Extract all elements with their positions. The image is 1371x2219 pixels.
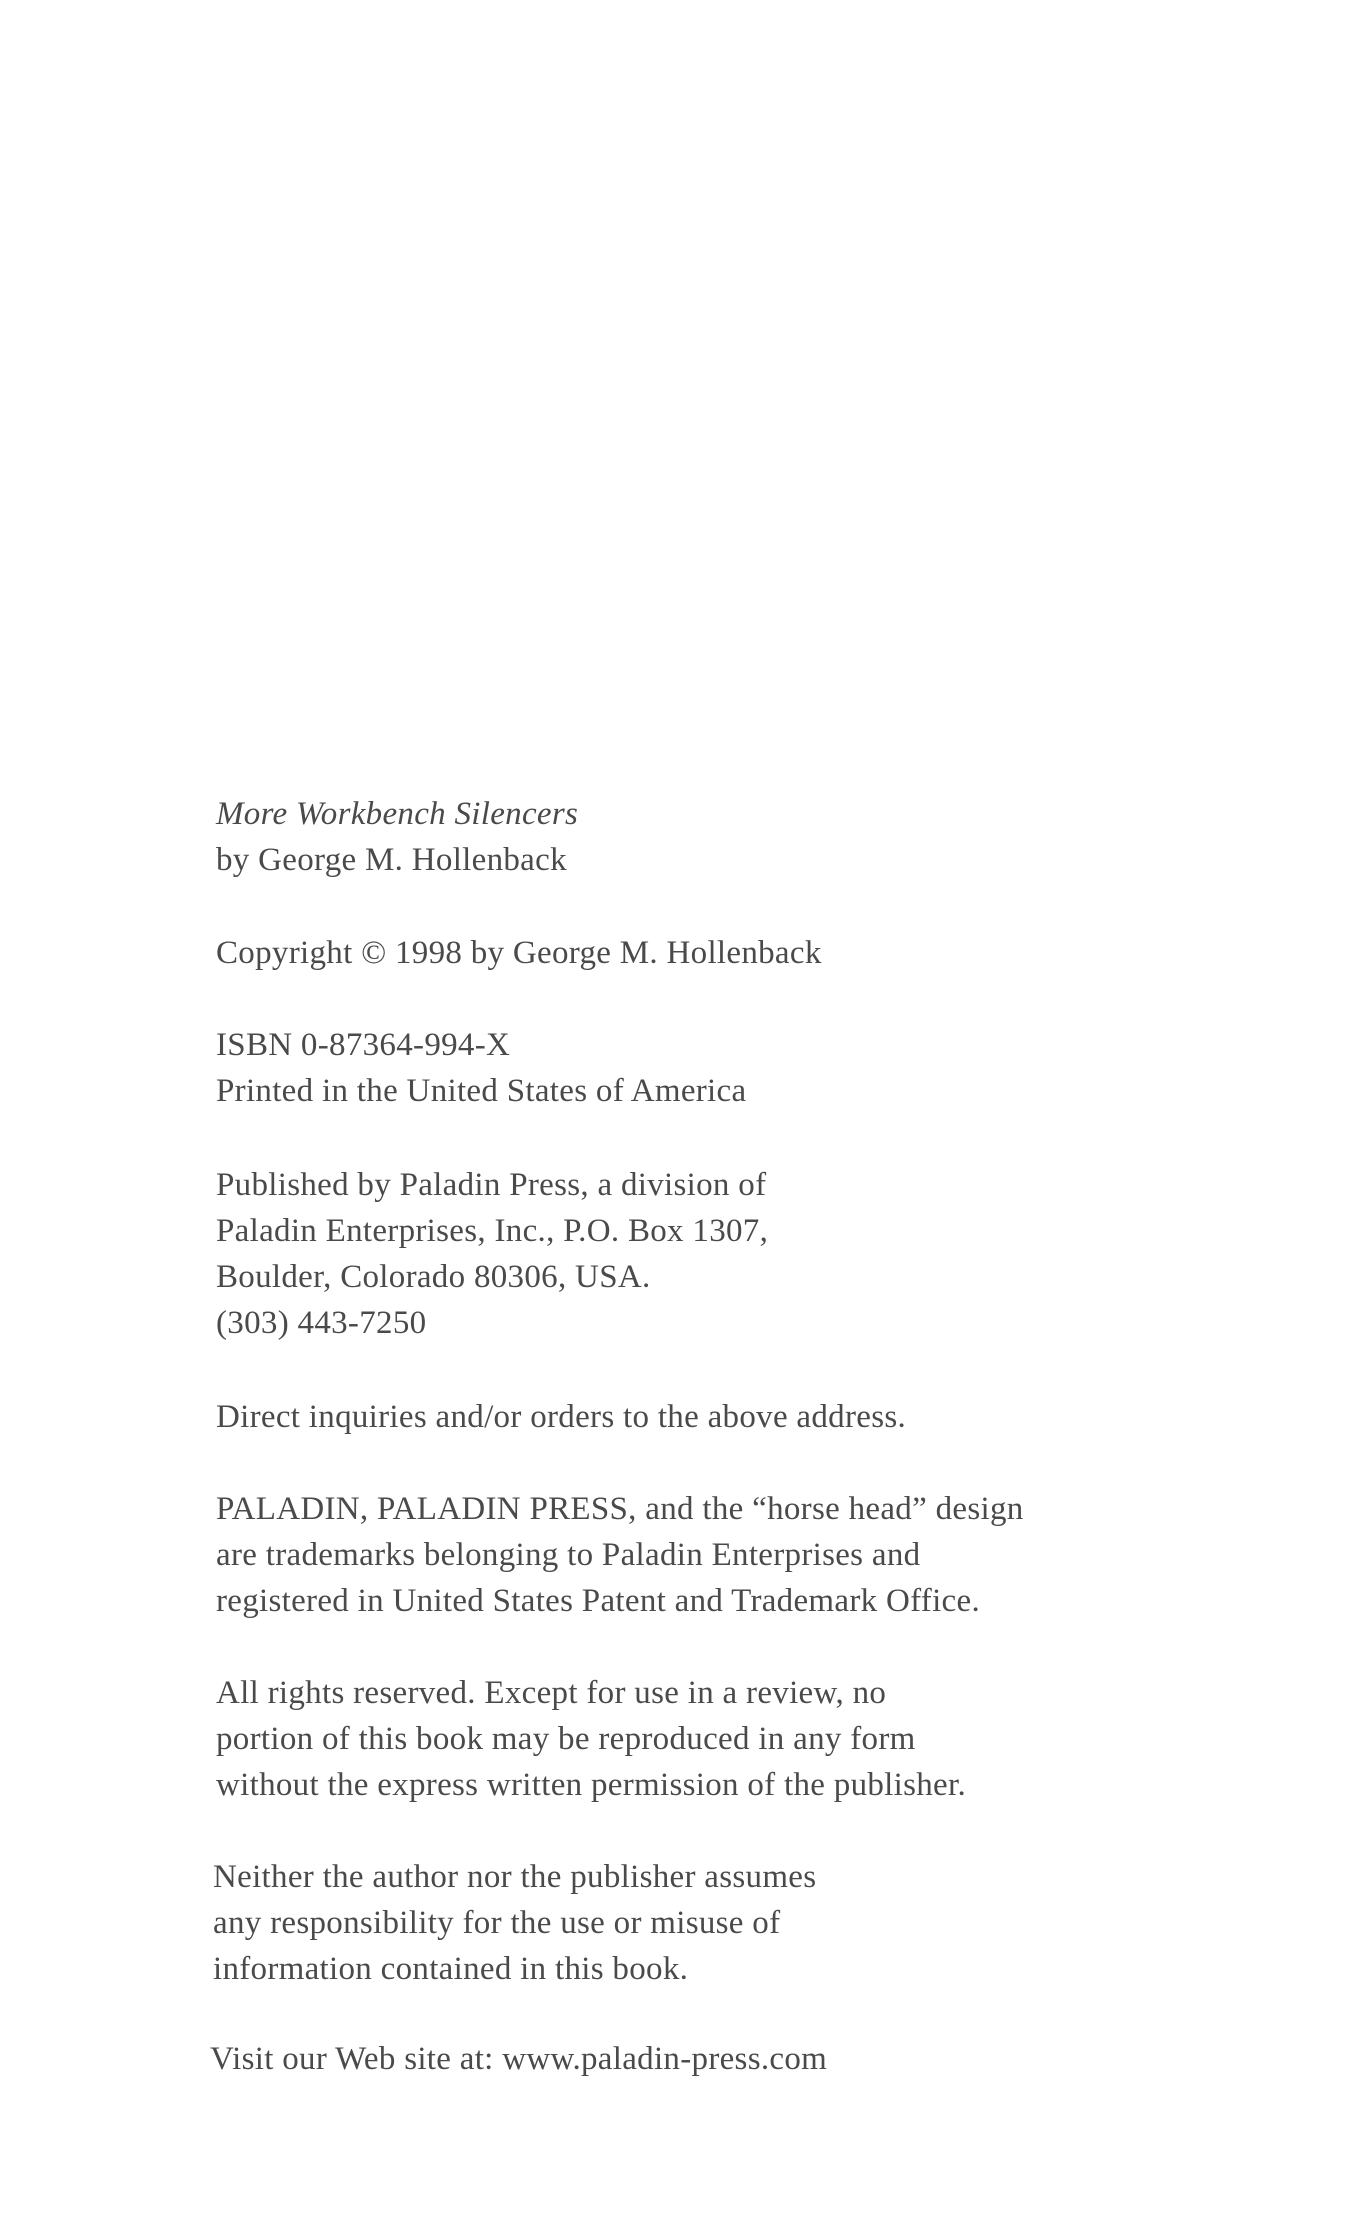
rights-block	[216, 1670, 1216, 1808]
trademark-line: are trademarks belonging to Paladin Enterprises and	[216, 1537, 921, 1573]
publisher-line: Boulder, Colorado 80306, USA.	[216, 1259, 651, 1295]
website-block	[210, 2036, 1210, 2082]
liability-line: any responsibility for the use or misuse of	[213, 1905, 781, 1941]
rights-line: portion of this book may be reproduced in any form	[216, 1721, 916, 1757]
byline: by George M. Hollenback	[216, 842, 567, 878]
trademark-line: PALADIN, PALADIN PRESS, and the “horse head” design	[216, 1491, 1024, 1527]
publisher-block	[216, 1162, 1216, 1346]
publisher-line: Published by Paladin Press, a division of	[216, 1167, 767, 1203]
printed-line: Printed in the United States of America	[216, 1073, 747, 1109]
book-title: More Workbench Silencers	[216, 796, 579, 832]
trademark-block	[216, 1486, 1216, 1624]
website-line: Visit our Web site at: www.paladin-press.com	[210, 2041, 828, 2077]
liability-line: Neither the author nor the publisher assumes	[213, 1859, 817, 1895]
copyright-line: Copyright © 1998 by George M. Hollenback	[216, 935, 822, 971]
copyright-notice	[216, 930, 1216, 976]
trademark-line: registered in United States Patent and Trademark Office.	[216, 1583, 981, 1619]
isbn-block	[216, 1022, 1216, 1114]
liability-line: information contained in this book.	[213, 1951, 689, 1987]
publisher-line: Paladin Enterprises, Inc., P.O. Box 1307,	[216, 1213, 769, 1249]
rights-line: without the express written permission of the publisher.	[216, 1767, 967, 1803]
liability-block	[213, 1854, 1213, 1992]
inquiries-line: Direct inquiries and/or orders to the above address.	[216, 1399, 907, 1435]
inquiries-block	[216, 1394, 1216, 1440]
publisher-phone: (303) 443-7250	[216, 1305, 427, 1341]
rights-line: All rights reserved. Except for use in a review, no	[216, 1675, 887, 1711]
isbn-line: ISBN 0-87364-994-X	[216, 1027, 511, 1063]
title-block	[216, 791, 1216, 883]
